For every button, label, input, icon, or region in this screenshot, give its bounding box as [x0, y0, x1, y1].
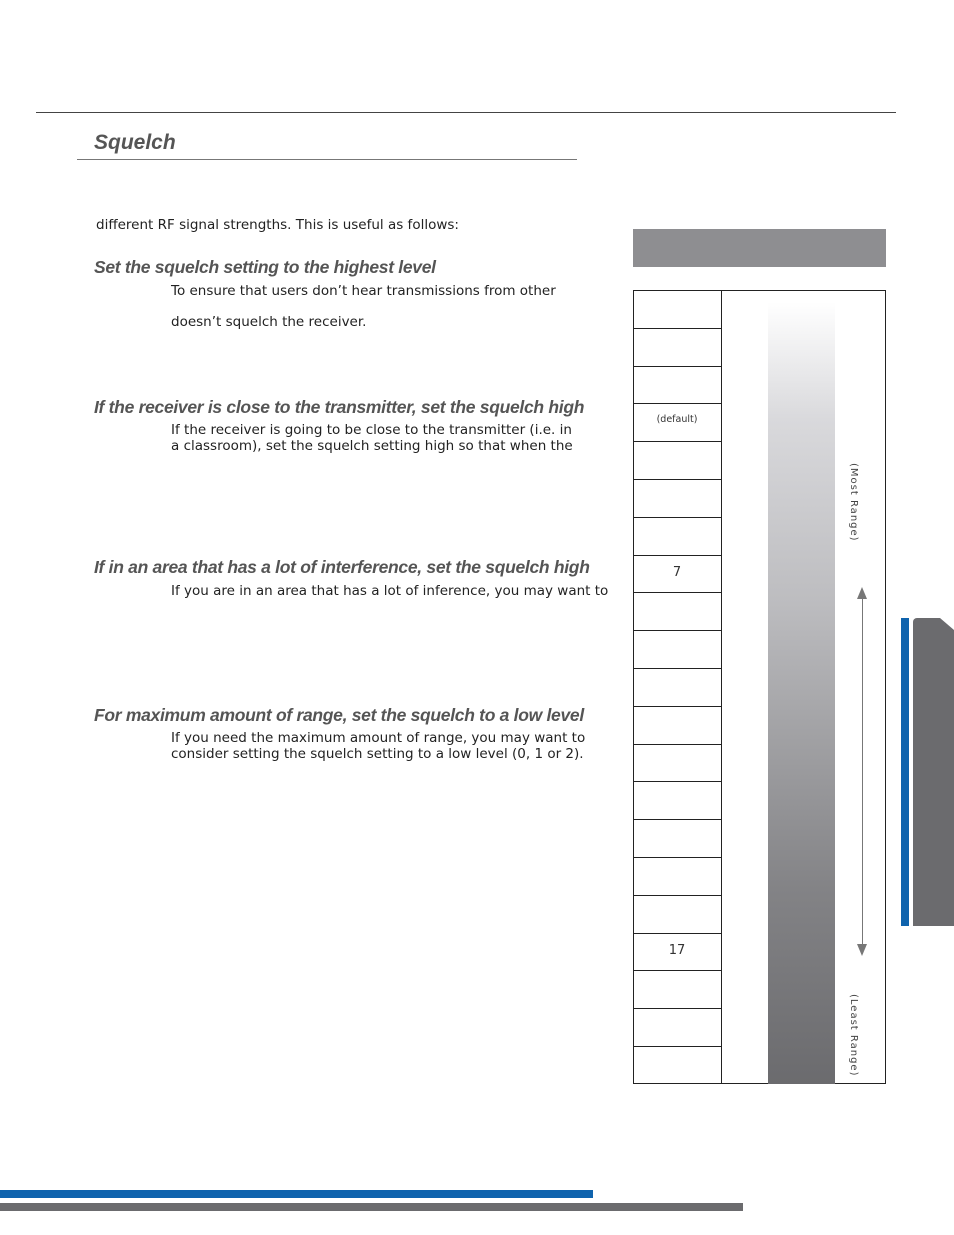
table-row-divider [633, 592, 721, 593]
topic-heading-interference: If in an area that has a lot of interference, set the squelch high [94, 557, 590, 577]
topic-text-highest-line2: doesn’t squelch the receiver. [171, 314, 367, 330]
side-tab-accent [901, 618, 909, 926]
header-divider [36, 112, 896, 113]
page-title: Squelch [94, 131, 176, 154]
topic-text-range-line1: If you need the maximum amount of range, you may want to [171, 730, 586, 746]
topic-text-highest-line1: To ensure that users don’t hear transmissions from other [171, 283, 556, 299]
table-row-divider [633, 517, 721, 518]
arrow-up-icon [857, 587, 867, 599]
title-underline [77, 159, 577, 160]
table-column-divider [721, 290, 722, 1084]
table-row-divider [633, 1046, 721, 1047]
table-row-divider [633, 857, 721, 858]
table-row-divider [633, 328, 721, 329]
topic-heading-close: If the receiver is close to the transmitter, set the squelch high [94, 397, 585, 417]
table-row-divider [633, 933, 721, 934]
topic-heading-range: For maximum amount of range, set the squelch to a low level [94, 705, 584, 725]
table-row-divider [633, 479, 721, 480]
footer-blue-bar [0, 1190, 593, 1198]
least-range-label: (Least Range) [848, 994, 859, 1077]
table-row-divider [633, 744, 721, 745]
table-row-divider [633, 781, 721, 782]
table-row-divider [633, 441, 721, 442]
squelch-level-cell: 17 [668, 943, 686, 958]
topic-text-close-line2: a classroom), set the squelch setting high so that when the [171, 438, 573, 454]
squelch-level-table [633, 290, 886, 1084]
topic-heading-highest: Set the squelch setting to the highest level [94, 257, 436, 277]
table-row-divider [633, 970, 721, 971]
table-row-divider [633, 819, 721, 820]
squelch-level-cell: 7 [672, 565, 682, 580]
table-row-divider [633, 630, 721, 631]
table-row-divider [633, 1008, 721, 1009]
side-tab-corner [940, 618, 954, 630]
table-row-divider [633, 366, 721, 367]
range-gradient-bar [768, 302, 835, 1084]
table-row-divider [633, 895, 721, 896]
squelch-level-cell: (default) [656, 414, 698, 425]
table-header-bar [633, 229, 886, 267]
range-arrow-shaft [862, 597, 863, 945]
table-row-divider [633, 555, 721, 556]
intro-text: different RF signal strengths. This is useful as follows: [96, 217, 459, 233]
arrow-down-icon [857, 944, 867, 956]
side-tab [913, 618, 954, 926]
topic-text-interference-line1: If you are in an area that has a lot of inference, you may want to [171, 583, 609, 599]
table-row-divider [633, 706, 721, 707]
table-row-divider [633, 403, 721, 404]
topic-text-close-line1: If the receiver is going to be close to the transmitter (i.e. in [171, 422, 572, 438]
footer-gray-bar [0, 1203, 743, 1211]
table-row-divider [633, 668, 721, 669]
topic-text-range-line2: consider setting the squelch setting to a low level (0, 1 or 2). [171, 746, 584, 762]
most-range-label: (Most Range) [848, 463, 859, 542]
